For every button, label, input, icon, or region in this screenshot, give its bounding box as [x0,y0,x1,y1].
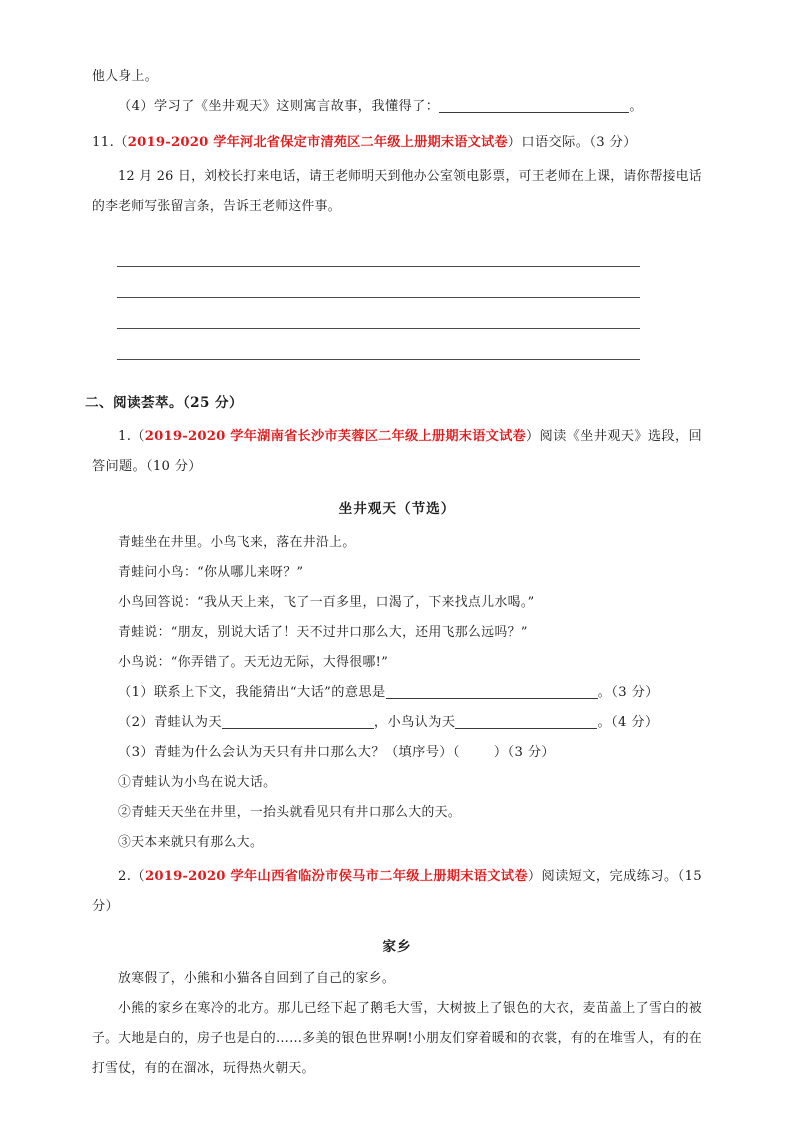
reading-1-q3-option: ②青蛙天天坐在井里，一抬头就看见只有井口那么大的天。 [118,805,462,820]
reading-1-q3-option: ③天本来就只有那么大。 [118,835,264,850]
answer-rule[interactable] [117,267,640,298]
answer-rule[interactable] [117,236,640,267]
item-4-suffix: 。 [629,99,643,114]
paren-close: ） [507,135,522,150]
reading-1-q1-prefix: （1）联系上下文，我能猜出“大话”的意思是 [118,685,386,700]
reading-1-passage-line: 青蛙坐在井里。小鸟飞来，落在井沿上。 [118,535,356,550]
reading-1-q1 [92,678,702,708]
question-11-prompt: 口语交际。（3 分） [521,135,637,150]
question-11-source: 2019-2020 学年河北省保定市清苑区二年级上册期末语文试卷 [127,135,508,150]
reading-2-title: 家乡 [382,939,412,955]
reading-1-q3-option: ①青蛙认为小鸟在说大话。 [118,775,277,790]
answer-rule[interactable] [117,298,640,329]
reading-2-prompt: 阅读短文，完成练习。（15 分） [92,869,702,914]
reading-1-passage-line: 青蛙说：“朋友，别说大话了！天不过井口那么大，还用飞那么远吗？” [118,625,528,640]
continuation-text: 他人身上。 [92,69,158,84]
item-4-blank[interactable] [439,100,629,113]
paren-close: ） [527,869,542,884]
paren-close: ） [526,429,540,444]
paren-open: （ [131,869,145,884]
reading-1-q2-blank-frog[interactable] [222,716,374,729]
paren-open: （ [131,429,145,444]
reading-1-source: 2019-2020 学年湖南省长沙市芙蓉区二年级上册期末语文试卷 [144,429,526,444]
reading-1-title: 坐井观天（节选） [338,501,456,517]
reading-2-header [92,862,702,922]
reading-1-q1-blank[interactable] [386,686,598,699]
reading-1-q1-suffix: 。（3 分） [597,685,659,700]
reading-1-prompt: 阅读《坐井观天》选段，回答问题。（10 分） [92,429,702,474]
item-4-line [92,92,702,122]
reading-2-passage-line: 放寒假了，小熊和小猫各自回到了自己的家乡。 [118,971,396,986]
reading-1-passage-line: 小鸟回答说：“我从天上来，飞了一百多里，口渴了，下来找点儿水喝。” [118,595,535,610]
reading-1-q2-prefix: （2）青蛙认为天 [118,715,222,730]
reading-2-source: 2019-2020 学年山西省临汾市侯马市二年级上册期末语文试卷 [144,869,528,884]
question-11-answer-area[interactable] [117,236,640,360]
reading-1-passage-line: 小鸟说：“你弄错了。天无边无际，大得很哪!” [118,655,389,670]
question-11-number: 11. [92,135,115,150]
reading-1-q3-suffix: ）（3 分） [493,745,556,760]
reading-1-passage-line: 青蛙问小鸟：“你从哪儿来呀？” [118,565,304,580]
reading-1-q3-prefix: （3）青蛙为什么会认为天只有井口那么大？（填序号）（ [118,745,460,760]
reading-1-q2-blank-bird[interactable] [455,716,597,729]
item-4-prefix: （4）学习了《坐井观天》这则寓言故事，我懂得了： [118,99,440,114]
page-content [85,62,702,1084]
reading-1-header [92,422,702,482]
question-11-body: 12 月 26 日，刘校长打来电话，请王老师明天到他办公室领电影票，可王老师在上课，请你帮接电话的李老师写张留言条，告诉王老师这件事。 [92,169,702,214]
section-2-heading: 二、阅读荟萃。（25 分） [85,395,243,411]
reading-1-q2 [92,708,702,738]
answer-rule[interactable] [117,329,640,360]
reading-2-passage-line: 小熊的家乡在寒冷的北方。那儿已经下起了鹅毛大雪，大树披上了银色的大衣，麦苗盖上了雪白的被子。大地是白的，房子也是白的……多美的银色世界啊!小朋友们穿着暖和的衣裳，有的在堆雪人，有的在打雪仗，有的在溜冰，玩得热火朝天。 [92,1001,702,1076]
reading-2-number: 2. [118,869,132,884]
reading-1-q3 [92,738,702,768]
question-11-header [92,128,702,158]
reading-1-number: 1. [118,429,132,444]
reading-1-q2-suffix: 。（4 分） [597,715,659,730]
paren-open: （ [114,135,128,150]
reading-1-q2-middle: ，小鸟认为天 [373,715,456,730]
